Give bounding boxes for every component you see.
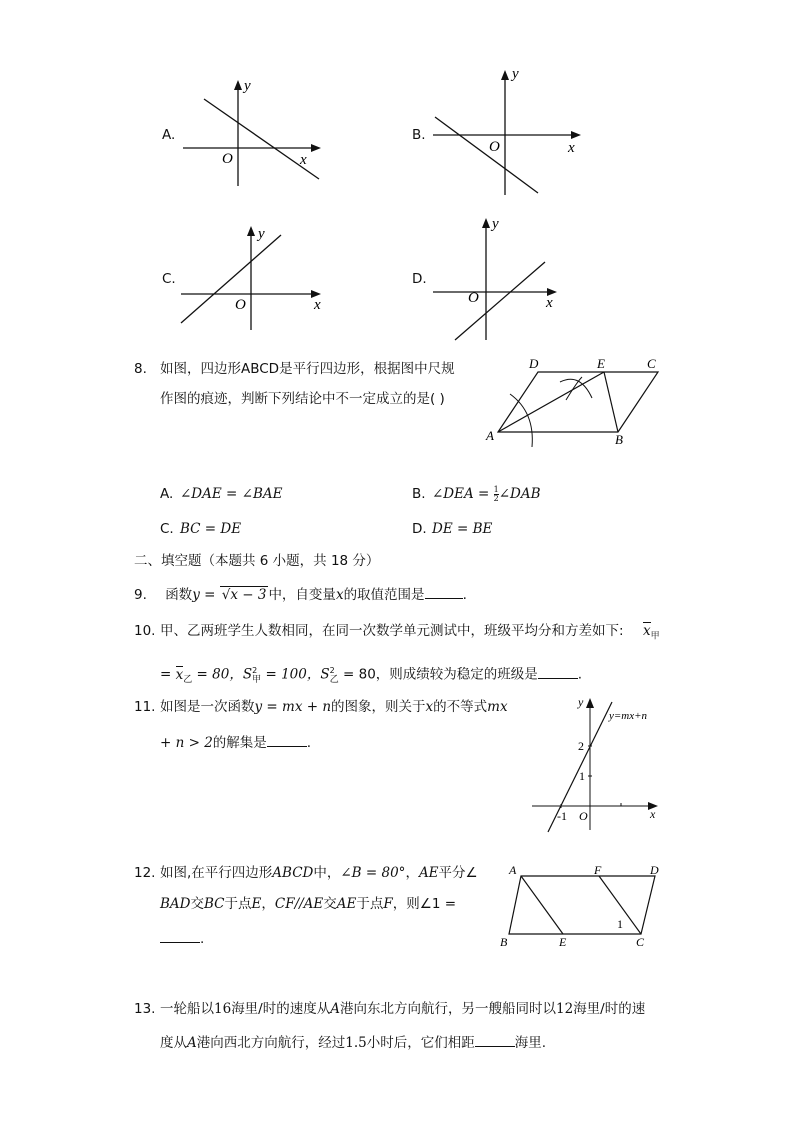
option-d-text: DE = BE — [432, 521, 493, 537]
origin-label: O — [235, 297, 246, 313]
option-b-label: B. — [412, 127, 426, 143]
vertex-a: A — [486, 428, 494, 443]
origin-label: O — [468, 290, 479, 306]
answer-blank[interactable] — [475, 1032, 515, 1047]
parallelogram-abcd-figure — [495, 858, 670, 953]
x-axis-label: x — [546, 295, 553, 311]
x-axis-label: x — [300, 152, 307, 168]
option-a-label: A. — [162, 127, 176, 143]
tick-label-1: 1 — [579, 769, 585, 783]
point-f: F — [594, 863, 602, 877]
origin-label: O — [222, 151, 233, 167]
option-b-plot — [425, 62, 590, 200]
origin-label: O — [579, 809, 588, 823]
vertex-a: A — [509, 863, 517, 877]
question-number: 10. — [134, 623, 156, 639]
x-axis-label: x — [568, 140, 575, 156]
question-text-line2: = $x_乙 = 80$，$S^2_甲 = 100$，$S^2_乙 = 80$，则成绩较为稳定的班级是 . — [160, 662, 582, 689]
option-d-label: D. — [412, 271, 427, 287]
xbar-jia: $x_甲$ — [643, 623, 660, 642]
vertex-b: B — [500, 935, 508, 949]
option-c-plot — [175, 220, 335, 335]
question-text-line1: 甲、乙两班学生人数相同，在同一次数学单元测试中，班级平均分和方差如下: — [160, 623, 624, 639]
question-number: 9. — [134, 587, 147, 603]
angle-1-label: 1 — [617, 917, 623, 931]
x-axis-label: x — [314, 297, 321, 313]
option-b-text: ∠DEA = $\frac{1}{2}$ ∠DAB — [432, 485, 541, 503]
option-c-label: C. — [162, 271, 176, 287]
question-number: 12. — [134, 865, 156, 881]
option-d-plot — [425, 210, 570, 345]
section-heading: 二、填空题（本题共 6 小题，共 18 分） — [134, 553, 380, 569]
option-b-label: B. — [412, 486, 426, 502]
option-c-label: C. — [160, 521, 174, 537]
point-e: E — [597, 356, 605, 371]
question-number: 11. — [134, 699, 156, 715]
question-text-line2: BAD交BC于点E，CF//AE交AE于点F，则∠1 = — [160, 896, 457, 912]
point-e: E — [559, 935, 567, 949]
parallelogram-abcd-figure — [480, 352, 665, 452]
option-c-text: BC = DE — [180, 521, 242, 537]
y-axis-label: y — [244, 78, 251, 94]
question-text-line1: 一轮船以16海里/时的速度从A港向东北方向航行，另一艘船同时以12海里/时的速 — [160, 1001, 646, 1017]
tick-label-neg1: -1 — [557, 809, 567, 823]
vertex-b: B — [615, 432, 623, 447]
vertex-d: D — [650, 863, 659, 877]
vertex-c: C — [647, 356, 656, 371]
question-text-line1: 如图,在平行四边形ABCD中，∠B = 80°，AE平分∠ — [160, 865, 478, 881]
y-axis-label: y — [258, 226, 265, 242]
answer-blank[interactable] — [267, 732, 307, 747]
option-a-plot — [175, 70, 325, 195]
option-a-text: ∠DAE = ∠BAE — [180, 486, 283, 502]
y-axis-label: y — [492, 216, 499, 232]
question-text-line2: 作图的痕迹，判断下列结论中不一定成立的是( ) — [160, 391, 445, 407]
y-axis-label: y — [578, 695, 584, 709]
answer-blank[interactable] — [160, 928, 200, 943]
answer-blank[interactable] — [538, 664, 578, 679]
question-text-line3: . — [160, 928, 204, 948]
linear-function-graph — [528, 690, 663, 835]
x-axis-label: x — [650, 807, 656, 821]
question-text-line1: 如图是一次函数y = mx + n的图象，则关于x的不等式mx — [160, 699, 508, 715]
question-text-line1: 如图，四边形ABCD是平行四边形，根据图中尺规 — [160, 361, 455, 377]
tick-label-2: 2 — [578, 739, 584, 753]
function-label: y=mx+n — [609, 710, 648, 722]
question-text-line2: + n > 2的解集是 . — [160, 732, 311, 752]
question-text-line2: 度从A港向西北方向航行，经过1.5小时后，它们相距 海里. — [160, 1032, 546, 1052]
question-number: 8. — [134, 361, 147, 377]
origin-label: O — [489, 139, 500, 155]
y-axis-label: y — [512, 66, 519, 82]
question-9: 9. 函数y = √x − 3 中，自变量x的取值范围是 . — [134, 584, 467, 604]
option-a-label: A. — [160, 486, 174, 502]
vertex-d: D — [529, 356, 539, 371]
question-number: 13. — [134, 1001, 156, 1017]
option-d-label: D. — [412, 521, 427, 537]
vertex-c: C — [636, 935, 645, 949]
answer-blank[interactable] — [425, 584, 463, 599]
